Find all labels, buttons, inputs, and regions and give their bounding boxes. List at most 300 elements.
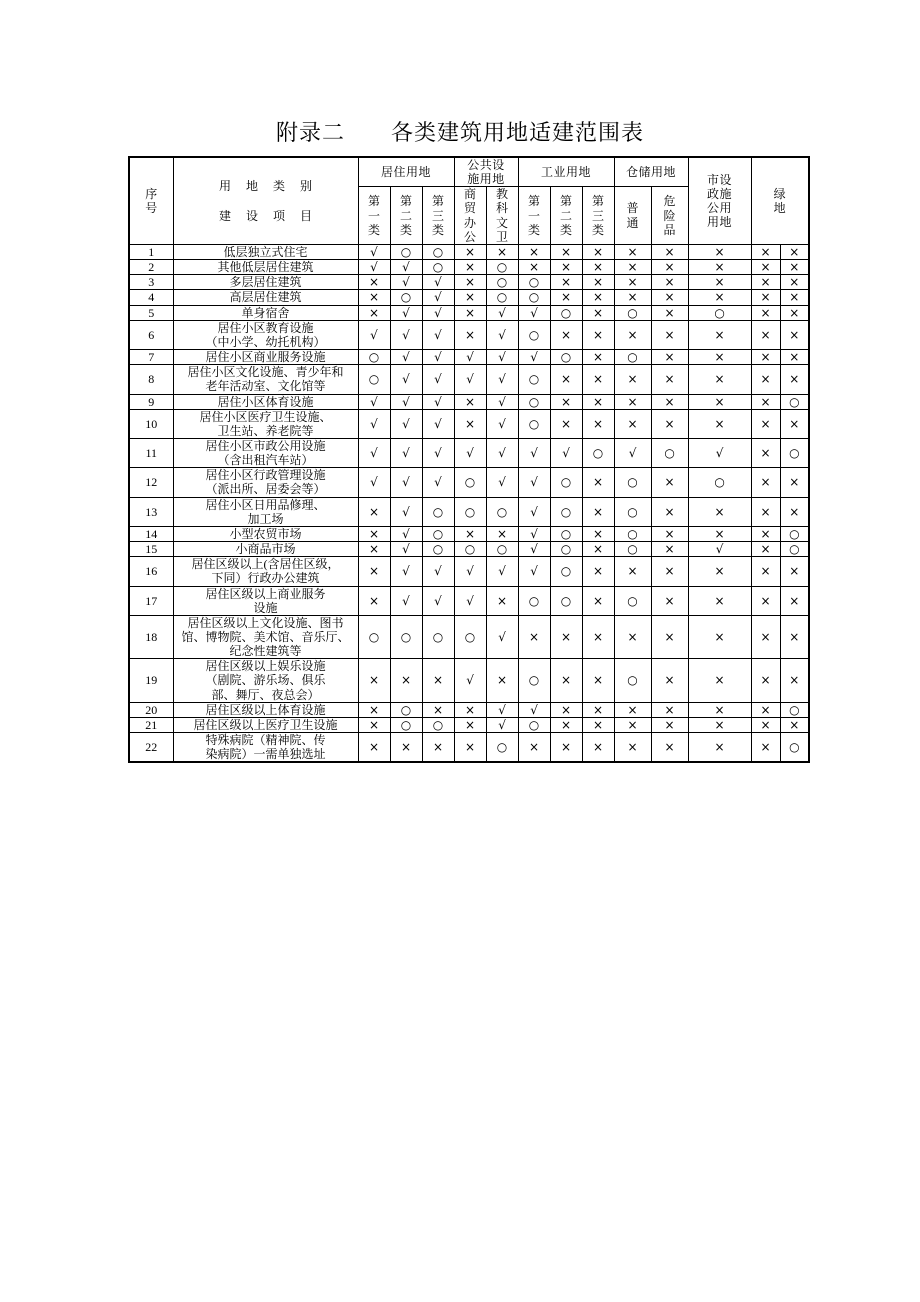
row-mark-cell: × <box>751 244 780 259</box>
row-mark-cell: × <box>780 615 809 658</box>
row-mark-cell: × <box>651 260 688 275</box>
row-mark-cell: ○ <box>486 497 518 526</box>
row-mark-cell: × <box>358 659 390 702</box>
row-mark-cell: × <box>651 615 688 658</box>
row-mark-cell: √ <box>422 365 454 394</box>
header-group-residential: 居住用地 <box>358 157 454 187</box>
row-mark-cell: ○ <box>390 290 422 305</box>
row-mark-cell: ○ <box>614 497 651 526</box>
row-mark-cell: √ <box>454 659 486 702</box>
hsc: 一 <box>528 208 541 223</box>
row-mark-cell: ○ <box>422 526 454 541</box>
row-mark-cell: × <box>582 702 614 717</box>
row-mark-cell: √ <box>486 394 518 409</box>
row-mark-cell: ○ <box>486 542 518 557</box>
row-mark-cell: √ <box>486 365 518 394</box>
row-mark-cell: ○ <box>518 365 550 394</box>
row-mark-cell: × <box>651 717 688 732</box>
row-mark-cell: × <box>486 586 518 615</box>
row-mark-cell: × <box>651 409 688 438</box>
row-item-name: 居住小区体育设施 <box>173 394 358 409</box>
row-mark-cell: ○ <box>518 320 550 349</box>
row-mark-cell: ○ <box>614 659 651 702</box>
hsc: 贸 <box>464 201 477 216</box>
row-mark-cell: × <box>550 409 582 438</box>
row-mark-cell: × <box>780 290 809 305</box>
row-mark-cell: ○ <box>390 615 422 658</box>
row-seq: 3 <box>129 275 173 290</box>
row-mark-cell: × <box>582 717 614 732</box>
row-item-name: 单身宿舍 <box>173 305 358 320</box>
row-mark-cell: √ <box>518 438 550 467</box>
row-mark-cell: √ <box>358 320 390 349</box>
hsc: 类 <box>592 222 605 237</box>
row-mark-cell: √ <box>486 702 518 717</box>
row-mark-cell: √ <box>422 320 454 349</box>
row-mark-cell: × <box>751 305 780 320</box>
row-item-name: 居住区级以上体育设施 <box>173 702 358 717</box>
hsc: 三 <box>592 208 605 223</box>
table-row <box>129 557 809 586</box>
row-mark-cell: ○ <box>550 350 582 365</box>
row-mark-cell: × <box>688 615 751 658</box>
row-mark-cell: × <box>486 244 518 259</box>
row-mark-cell: × <box>751 260 780 275</box>
row-mark-cell: ○ <box>390 244 422 259</box>
header-sub-industrial-2 <box>550 187 582 245</box>
row-mark-cell: ○ <box>518 409 550 438</box>
hsc: 第 <box>399 194 412 209</box>
row-mark-cell: × <box>688 260 751 275</box>
row-mark-cell: × <box>486 659 518 702</box>
table-row <box>129 542 809 557</box>
row-mark-cell: √ <box>518 468 550 497</box>
row-mark-cell: × <box>651 305 688 320</box>
row-mark-cell: × <box>751 586 780 615</box>
row-mark-cell: × <box>780 320 809 349</box>
hsc: 第 <box>367 194 380 209</box>
hsc: 类 <box>367 222 380 237</box>
row-mark-cell: × <box>751 468 780 497</box>
hsc: 办 <box>464 215 477 230</box>
row-mark-cell: × <box>651 586 688 615</box>
row-mark-cell: √ <box>358 438 390 467</box>
row-mark-cell: √ <box>518 305 550 320</box>
hsc: 类 <box>560 222 573 237</box>
row-mark-cell: √ <box>422 350 454 365</box>
row-mark-cell: ○ <box>614 350 651 365</box>
row-mark-cell: √ <box>422 409 454 438</box>
row-mark-cell: ○ <box>780 733 809 763</box>
row-mark-cell: × <box>454 260 486 275</box>
row-mark-cell: × <box>550 702 582 717</box>
row-mark-cell: × <box>780 659 809 702</box>
row-mark-cell: × <box>751 542 780 557</box>
header-group-municipal <box>688 157 751 244</box>
row-mark-cell: × <box>582 557 614 586</box>
row-mark-cell: × <box>651 350 688 365</box>
row-mark-cell: √ <box>454 438 486 467</box>
row-mark-cell: √ <box>390 305 422 320</box>
table-row <box>129 260 809 275</box>
table-row <box>129 615 809 658</box>
hsc: 文 <box>496 215 509 230</box>
row-item-name: 多层居住建筑 <box>173 275 358 290</box>
row-mark-cell: √ <box>486 320 518 349</box>
header-sub-residential-3 <box>422 187 454 245</box>
row-mark-cell: √ <box>454 350 486 365</box>
row-mark-cell: √ <box>550 438 582 467</box>
row-mark-cell: √ <box>390 394 422 409</box>
row-seq: 19 <box>129 659 173 702</box>
row-mark-cell: × <box>550 244 582 259</box>
row-mark-cell: √ <box>518 350 550 365</box>
row-mark-cell: × <box>582 586 614 615</box>
building-land-suitability-table <box>128 156 810 763</box>
header-seq-char2: 号 <box>145 200 158 215</box>
row-mark-cell: × <box>751 350 780 365</box>
row-mark-cell: × <box>358 557 390 586</box>
row-mark-cell: ○ <box>390 702 422 717</box>
row-mark-cell: ○ <box>651 438 688 467</box>
row-mark-cell: √ <box>422 468 454 497</box>
row-mark-cell: × <box>688 365 751 394</box>
row-mark-cell: ○ <box>486 290 518 305</box>
row-mark-cell: √ <box>486 557 518 586</box>
header-sub-commerce-office <box>454 187 486 245</box>
row-mark-cell: √ <box>422 290 454 305</box>
row-mark-cell: × <box>518 615 550 658</box>
row-item-name: 小型农贸市场 <box>173 526 358 541</box>
row-mark-cell: × <box>688 394 751 409</box>
row-mark-cell: √ <box>486 615 518 658</box>
row-mark-cell: √ <box>422 557 454 586</box>
table-row <box>129 702 809 717</box>
row-mark-cell: × <box>454 526 486 541</box>
row-mark-cell: × <box>518 260 550 275</box>
row-mark-cell: √ <box>390 542 422 557</box>
row-mark-cell: √ <box>390 350 422 365</box>
row-mark-cell: √ <box>390 497 422 526</box>
row-seq: 10 <box>129 409 173 438</box>
row-mark-cell: × <box>688 586 751 615</box>
table-row <box>129 305 809 320</box>
hsc: 通 <box>626 215 639 230</box>
header-group-public-facility <box>454 157 518 187</box>
row-mark-cell: ○ <box>358 350 390 365</box>
row-mark-cell: × <box>751 733 780 763</box>
row-item-name: 居住小区日用品修理、 加工场 <box>173 497 358 526</box>
row-mark-cell: × <box>454 409 486 438</box>
row-item-name: 小商品市场 <box>173 542 358 557</box>
row-mark-cell: × <box>582 733 614 763</box>
row-item-name: 其他低层居住建筑 <box>173 260 358 275</box>
row-mark-cell: ○ <box>582 438 614 467</box>
row-mark-cell: × <box>651 394 688 409</box>
row-item-name: 居住区级以上娱乐设施 （剧院、游乐场、俱乐 部、舞厅、夜总会） <box>173 659 358 702</box>
row-mark-cell: × <box>688 557 751 586</box>
row-mark-cell: × <box>582 350 614 365</box>
row-mark-cell: × <box>688 659 751 702</box>
row-mark-cell: ○ <box>780 702 809 717</box>
row-mark-cell: × <box>688 350 751 365</box>
hsc: 险 <box>663 208 676 223</box>
row-mark-cell: × <box>751 365 780 394</box>
row-mark-cell: × <box>614 615 651 658</box>
row-item-name: 特殊病院（精神院、传 染病院）一需单独选址 <box>173 733 358 763</box>
row-mark-cell: ○ <box>422 542 454 557</box>
row-mark-cell: ○ <box>780 542 809 557</box>
row-mark-cell: ○ <box>518 275 550 290</box>
row-mark-cell: √ <box>454 586 486 615</box>
row-mark-cell: √ <box>454 365 486 394</box>
row-mark-cell: ○ <box>486 260 518 275</box>
row-mark-cell: √ <box>358 260 390 275</box>
hsc: 商 <box>464 187 477 202</box>
row-mark-cell: × <box>518 244 550 259</box>
row-mark-cell: × <box>614 290 651 305</box>
row-item-name: 居住小区医疗卫生设施、 卫生站、养老院等 <box>173 409 358 438</box>
header-group-industrial: 工业用地 <box>518 157 614 187</box>
row-mark-cell: × <box>550 365 582 394</box>
row-seq: 15 <box>129 542 173 557</box>
row-mark-cell: × <box>550 290 582 305</box>
row-mark-cell: √ <box>518 542 550 557</box>
row-item-name: 居住小区教育设施 （中小学、幼托机构） <box>173 320 358 349</box>
row-mark-cell: × <box>688 733 751 763</box>
row-mark-cell: × <box>390 659 422 702</box>
row-mark-cell: × <box>454 717 486 732</box>
row-seq: 22 <box>129 733 173 763</box>
table-row <box>129 468 809 497</box>
row-mark-cell: × <box>780 409 809 438</box>
hsc: 二 <box>560 208 573 223</box>
row-mark-cell: √ <box>518 702 550 717</box>
row-mark-cell: × <box>454 290 486 305</box>
row-mark-cell: ○ <box>614 468 651 497</box>
row-mark-cell: × <box>550 275 582 290</box>
row-mark-cell: √ <box>614 438 651 467</box>
row-mark-cell: ○ <box>422 244 454 259</box>
table-row <box>129 497 809 526</box>
table-row <box>129 526 809 541</box>
row-mark-cell: × <box>751 438 780 467</box>
row-mark-cell: ○ <box>422 260 454 275</box>
row-seq: 5 <box>129 305 173 320</box>
row-mark-cell: √ <box>390 586 422 615</box>
row-mark-cell: × <box>358 717 390 732</box>
row-mark-cell: × <box>614 260 651 275</box>
row-item-name: 居住区级以上医疗卫生设施 <box>173 717 358 732</box>
row-mark-cell: × <box>390 733 422 763</box>
row-mark-cell: × <box>780 275 809 290</box>
row-mark-cell: ○ <box>358 365 390 394</box>
table-row <box>129 586 809 615</box>
row-mark-cell: × <box>780 350 809 365</box>
row-mark-cell: × <box>358 542 390 557</box>
row-mark-cell: ○ <box>358 615 390 658</box>
hsc: 教 <box>496 187 509 202</box>
row-mark-cell: × <box>582 260 614 275</box>
header-group-municipal-l3: 公用 <box>707 200 733 215</box>
table-row <box>129 275 809 290</box>
row-mark-cell: × <box>582 320 614 349</box>
row-seq: 1 <box>129 244 173 259</box>
row-mark-cell: × <box>614 409 651 438</box>
row-mark-cell: √ <box>486 717 518 732</box>
header-group-municipal-l2: 政施 <box>707 186 733 201</box>
row-mark-cell: ○ <box>486 275 518 290</box>
row-seq: 13 <box>129 497 173 526</box>
table-row <box>129 350 809 365</box>
row-mark-cell: × <box>582 615 614 658</box>
row-seq: 11 <box>129 438 173 467</box>
row-mark-cell: ○ <box>614 586 651 615</box>
row-mark-cell: √ <box>390 468 422 497</box>
hsc: 第 <box>432 194 445 209</box>
hsc: 第 <box>592 194 605 209</box>
row-mark-cell: √ <box>390 438 422 467</box>
row-mark-cell: × <box>651 365 688 394</box>
row-item-name: 低层独立式住宅 <box>173 244 358 259</box>
header-group-public-facility-l2: 施用地 <box>467 172 505 187</box>
row-mark-cell: √ <box>422 275 454 290</box>
row-mark-cell: × <box>358 290 390 305</box>
header-seq <box>129 157 173 244</box>
row-mark-cell: × <box>582 542 614 557</box>
row-mark-cell: × <box>582 526 614 541</box>
row-mark-cell: × <box>751 394 780 409</box>
row-mark-cell: × <box>651 290 688 305</box>
row-mark-cell: × <box>651 659 688 702</box>
row-seq: 18 <box>129 615 173 658</box>
row-mark-cell: × <box>651 557 688 586</box>
row-mark-cell: √ <box>486 305 518 320</box>
row-mark-cell: × <box>582 497 614 526</box>
row-mark-cell: × <box>454 320 486 349</box>
header-sub-warehouse-hazard <box>651 187 688 245</box>
row-mark-cell: √ <box>390 275 422 290</box>
row-mark-cell: × <box>358 702 390 717</box>
row-mark-cell: × <box>614 733 651 763</box>
row-mark-cell: × <box>550 615 582 658</box>
row-mark-cell: ○ <box>518 586 550 615</box>
row-mark-cell: × <box>614 275 651 290</box>
table-row <box>129 438 809 467</box>
row-mark-cell: ○ <box>780 438 809 467</box>
row-mark-cell: × <box>688 702 751 717</box>
table-row <box>129 733 809 763</box>
row-mark-cell: √ <box>390 365 422 394</box>
row-item-name: 居住区级以上商业服务 设施 <box>173 586 358 615</box>
row-mark-cell: √ <box>688 438 751 467</box>
row-mark-cell: ○ <box>422 717 454 732</box>
row-mark-cell: × <box>751 290 780 305</box>
row-mark-cell: × <box>651 275 688 290</box>
row-seq: 12 <box>129 468 173 497</box>
row-mark-cell: ○ <box>780 526 809 541</box>
header-group-municipal-l1: 市设 <box>707 172 733 187</box>
row-mark-cell: × <box>651 468 688 497</box>
row-mark-cell: √ <box>422 305 454 320</box>
row-mark-cell: ○ <box>486 733 518 763</box>
header-group-municipal-l4: 用地 <box>707 215 733 230</box>
row-mark-cell: × <box>422 733 454 763</box>
building-land-suitability-table-wrap <box>128 156 806 763</box>
row-mark-cell: × <box>751 320 780 349</box>
row-mark-cell: × <box>751 659 780 702</box>
row-seq: 4 <box>129 290 173 305</box>
row-mark-cell: × <box>688 717 751 732</box>
row-mark-cell: × <box>614 394 651 409</box>
row-mark-cell: × <box>651 702 688 717</box>
header-sub-industrial-3 <box>582 187 614 245</box>
row-mark-cell: × <box>688 244 751 259</box>
header-sub-industrial-1 <box>518 187 550 245</box>
row-mark-cell: × <box>651 526 688 541</box>
row-mark-cell: × <box>358 586 390 615</box>
row-mark-cell: × <box>780 260 809 275</box>
row-mark-cell: × <box>688 290 751 305</box>
row-mark-cell: × <box>651 497 688 526</box>
row-mark-cell: √ <box>390 320 422 349</box>
row-mark-cell: × <box>582 394 614 409</box>
row-mark-cell: × <box>486 526 518 541</box>
hsc: 普 <box>626 201 639 216</box>
row-mark-cell: × <box>582 409 614 438</box>
table-row <box>129 659 809 702</box>
row-mark-cell: × <box>688 526 751 541</box>
row-mark-cell: √ <box>390 526 422 541</box>
row-mark-cell: √ <box>422 394 454 409</box>
row-mark-cell: × <box>550 320 582 349</box>
row-mark-cell: ○ <box>550 305 582 320</box>
row-mark-cell: √ <box>486 438 518 467</box>
row-seq: 20 <box>129 702 173 717</box>
row-mark-cell: × <box>751 526 780 541</box>
table-row <box>129 394 809 409</box>
row-mark-cell: ○ <box>454 542 486 557</box>
row-mark-cell: ○ <box>454 615 486 658</box>
header-group-greenspace <box>751 157 809 244</box>
hsc: 品 <box>663 222 676 237</box>
row-mark-cell: √ <box>486 350 518 365</box>
row-mark-cell: ○ <box>518 394 550 409</box>
row-seq: 16 <box>129 557 173 586</box>
row-mark-cell: √ <box>422 438 454 467</box>
row-mark-cell: × <box>751 275 780 290</box>
row-mark-cell: × <box>651 733 688 763</box>
row-mark-cell: × <box>550 260 582 275</box>
row-mark-cell: √ <box>518 526 550 541</box>
row-mark-cell: √ <box>518 557 550 586</box>
row-mark-cell: √ <box>390 409 422 438</box>
hsc: 第 <box>560 194 573 209</box>
row-mark-cell: ○ <box>518 290 550 305</box>
row-mark-cell: × <box>651 320 688 349</box>
table-row <box>129 320 809 349</box>
row-mark-cell: √ <box>486 468 518 497</box>
row-mark-cell: ○ <box>614 526 651 541</box>
row-mark-cell: ○ <box>454 497 486 526</box>
row-mark-cell: √ <box>358 468 390 497</box>
header-group-greenspace-l1: 绿 <box>773 186 787 201</box>
row-mark-cell: ○ <box>550 586 582 615</box>
row-mark-cell: × <box>780 497 809 526</box>
row-mark-cell: ○ <box>550 526 582 541</box>
row-mark-cell: × <box>358 526 390 541</box>
row-seq: 8 <box>129 365 173 394</box>
